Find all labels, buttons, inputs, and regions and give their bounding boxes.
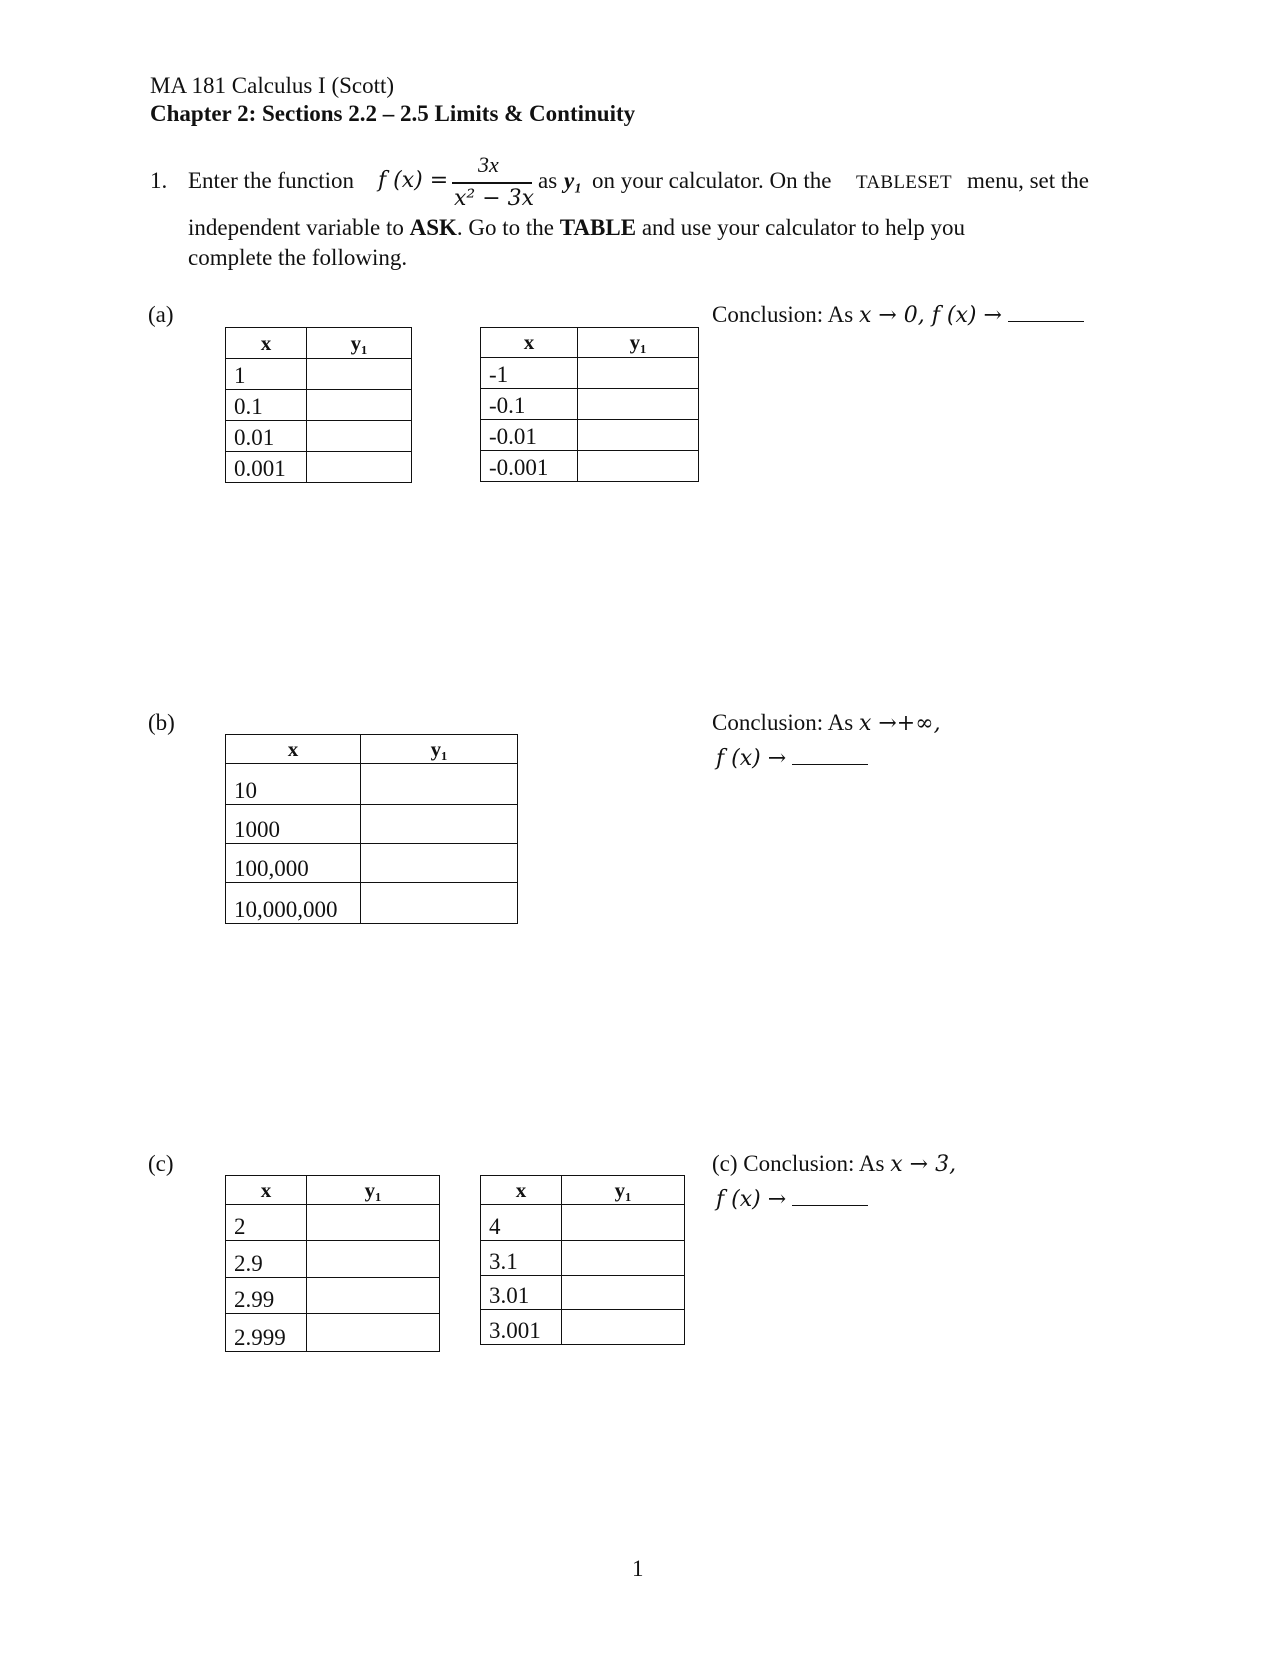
conclusion-limit: x → 3, <box>890 1152 957 1177</box>
y1-cell[interactable] <box>307 452 412 483</box>
line2-c: and use your calculator to help you <box>641 215 965 240</box>
x-value: 4 <box>481 1205 562 1241</box>
x-value: 10,000,000 <box>226 883 361 924</box>
on-calculator-text: on your calculator. On the <box>592 168 832 193</box>
part-c-label: (c) <box>148 1151 174 1176</box>
part-b-conclusion <box>712 709 941 738</box>
part-a-conclusion <box>712 301 1084 330</box>
x-value: 3.1 <box>481 1241 562 1276</box>
part-a-table-right <box>480 327 699 482</box>
line2-a: independent variable to <box>188 215 404 240</box>
part-c-conclusion <box>712 1150 956 1179</box>
header-x: x <box>481 328 578 358</box>
part-a-table-left <box>225 327 412 483</box>
x-value: -0.1 <box>481 389 578 420</box>
y1-cell[interactable] <box>307 359 412 390</box>
part-b-table <box>225 734 518 924</box>
menu-text: menu, set the <box>967 168 1089 193</box>
part-a-label: (a) <box>148 302 174 327</box>
y1-cell[interactable] <box>307 390 412 421</box>
x-value: 2.999 <box>226 1314 307 1352</box>
header-y1: y₁ <box>307 1176 440 1205</box>
y1-cell[interactable] <box>361 844 518 883</box>
tableset-word: TABLESET <box>856 172 952 193</box>
header-y1: y₁ <box>307 328 412 359</box>
x-value: 0.01 <box>226 421 307 452</box>
page-number: 1 <box>632 1556 644 1581</box>
y1-cell[interactable] <box>361 883 518 924</box>
part-c-conclusion-line2 <box>716 1185 868 1214</box>
x-value: 10 <box>226 764 361 805</box>
header-x: x <box>481 1176 562 1205</box>
x-value: 1 <box>226 359 307 390</box>
x-value: 2.9 <box>226 1241 307 1278</box>
x-value: 100,000 <box>226 844 361 883</box>
conclusion-prefix: Conclusion: As <box>712 302 854 327</box>
y1-cell[interactable] <box>562 1276 685 1310</box>
answer-blank[interactable] <box>792 1205 868 1206</box>
x-value: 2 <box>226 1205 307 1241</box>
as-text: as <box>538 168 558 193</box>
conclusion-prefix: (c) Conclusion: As <box>712 1151 885 1176</box>
conclusion-prefix: Conclusion: As <box>712 710 854 735</box>
y1-cell[interactable] <box>578 389 699 420</box>
x-value: 3.01 <box>481 1276 562 1310</box>
ask-word: ASK <box>409 215 457 240</box>
fraction-denominator: x² − 3x <box>454 186 535 211</box>
table-word: TABLE <box>559 215 637 240</box>
x-value: 3.001 <box>481 1310 562 1345</box>
conclusion-limit: x →+∞, <box>858 711 941 736</box>
y1-cell[interactable] <box>578 358 699 389</box>
x-value: 2.99 <box>226 1278 307 1314</box>
y1-cell[interactable] <box>578 420 699 451</box>
fraction-bar <box>452 182 532 184</box>
y1-cell[interactable] <box>562 1241 685 1276</box>
problem-intro: Enter the function <box>188 168 355 193</box>
y1-cell[interactable] <box>307 1205 440 1241</box>
course-title: MA 181 Calculus I (Scott) <box>150 73 395 98</box>
answer-blank[interactable] <box>792 764 868 765</box>
problem-line-2 <box>188 214 965 242</box>
part-b-label: (b) <box>148 710 175 735</box>
y1-cell[interactable] <box>578 451 699 482</box>
y1-cell[interactable] <box>307 1241 440 1278</box>
y1-label: y₁ <box>564 168 583 193</box>
y1-cell[interactable] <box>307 1278 440 1314</box>
part-c-table-left <box>225 1175 440 1352</box>
y1-cell[interactable] <box>307 421 412 452</box>
x-value: -1 <box>481 358 578 389</box>
header-y1: y₁ <box>578 328 699 358</box>
y1-cell[interactable] <box>361 764 518 805</box>
x-value: 1000 <box>226 805 361 844</box>
header-x: x <box>226 1176 307 1205</box>
y1-cell[interactable] <box>562 1310 685 1345</box>
answer-blank[interactable] <box>1008 321 1084 322</box>
fraction-numerator: 3x <box>478 152 499 177</box>
header-y1: y₁ <box>562 1176 685 1205</box>
header-x: x <box>226 328 307 359</box>
part-b-conclusion-line2 <box>716 744 868 773</box>
x-value: 0.1 <box>226 390 307 421</box>
x-value: -0.001 <box>481 451 578 482</box>
conclusion-fx: f (x) → <box>716 1187 787 1212</box>
conclusion-fx: f (x) → <box>716 746 787 771</box>
function-lhs: f (x) = <box>378 168 449 193</box>
chapter-title: Chapter 2: Sections 2.2 – 2.5 Limits & Continuity <box>150 101 636 126</box>
conclusion-limit: x → 0, f (x) → <box>858 303 1002 328</box>
problem-number: 1. <box>150 168 168 193</box>
x-value: -0.01 <box>481 420 578 451</box>
x-value: 0.001 <box>226 452 307 483</box>
header-y1: y₁ <box>361 735 518 764</box>
header-x: x <box>226 735 361 764</box>
y1-cell[interactable] <box>307 1314 440 1352</box>
y1-cell[interactable] <box>562 1205 685 1241</box>
y1-cell[interactable] <box>361 805 518 844</box>
part-c-table-right <box>480 1175 685 1345</box>
problem-line-3: complete the following. <box>188 245 408 270</box>
line2-b: . Go to the <box>456 215 555 240</box>
